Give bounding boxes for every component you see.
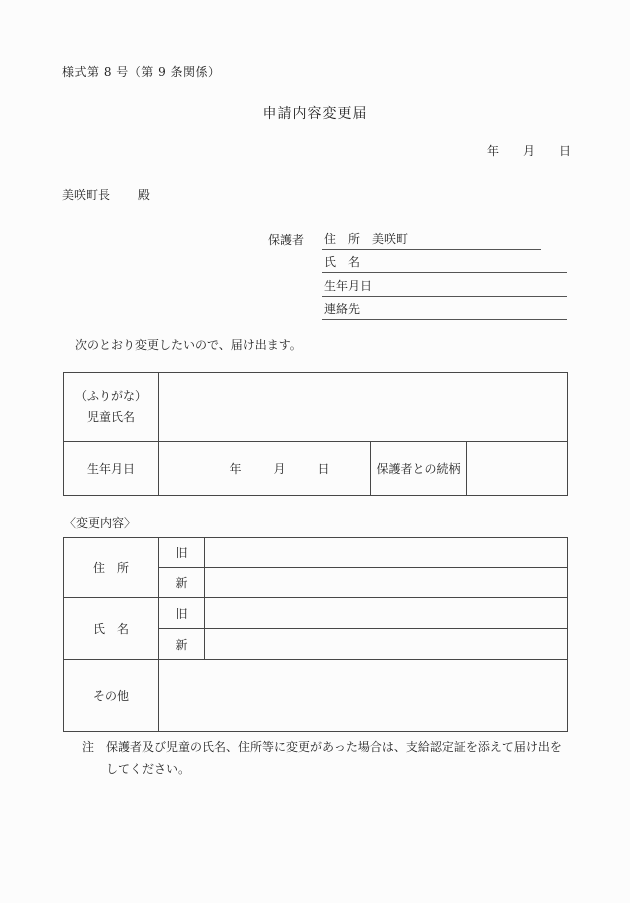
guardian-contact-row [268,297,567,321]
guardian-name-label: 氏 名 [324,255,361,269]
child-info-table [63,372,568,496]
furigana-label: （ふりがな） [74,389,147,403]
addressee-honorific: 殿 [137,188,150,202]
guardian-label-spacer [268,295,322,297]
addressee-name: 美咲町長 [62,188,111,202]
guardian-label-spacer [268,318,322,320]
footer-note [82,736,582,780]
change-address-new-field [205,568,568,598]
guardian-contact-field [322,300,567,320]
guardian-block [268,226,567,320]
birth-day-label: 日 [317,462,330,476]
date-year-label: 年 [487,144,500,158]
date-day-label: 日 [559,144,572,158]
change-other-label: その他 [64,660,159,732]
child-name-label-cell [64,373,159,442]
statement-text: 次のとおり変更したいので、届け出ます。 [75,338,302,352]
guardian-address-row [268,226,567,250]
guardian-address-label: 住 所 [324,231,361,246]
change-address-new-label: 新 [159,568,205,598]
form-number: 様式第 8 号（第 9 条関係） [62,65,221,79]
note-text [106,736,562,780]
change-name-new-label: 新 [159,629,205,660]
child-birthdate-label: 生年月日 [64,442,159,496]
change-name-label: 氏 名 [64,598,159,660]
form-title: 申請内容変更届 [262,106,368,122]
guardian-birthdate-label: 生年月日 [324,278,373,293]
guardian-label-spacer [268,271,322,273]
guardian-contact-label: 連絡先 [324,302,361,316]
note-line-1: 保護者及び児童の氏名、住所等に変更があった場合は、支給認定証を添えて届け出を [106,740,562,754]
relation-label: 保護者との続柄 [371,442,467,496]
child-name-field [159,373,568,442]
change-other-field [159,660,568,732]
date-month-label: 月 [523,144,536,158]
change-address-label: 住 所 [64,538,159,598]
guardian-address-field [322,230,541,250]
change-address-old-label: 旧 [159,538,205,568]
guardian-name-row [268,250,567,274]
guardian-address-value: 美咲町 [372,231,409,246]
change-name-new-field [205,629,568,660]
change-address-old-field [205,538,568,568]
birth-year-label: 年 [229,462,242,476]
note-marker: 注 [82,740,95,754]
change-name-old-field [205,598,568,629]
change-section-heading: 〈変更内容〉 [64,516,137,530]
guardian-birthdate-field [322,277,567,297]
child-birthdate-field [159,442,371,496]
birth-month-label: 月 [273,462,286,476]
note-line-2: してください。 [106,762,191,776]
guardian-label: 保護者 [268,232,305,247]
relation-field [467,442,568,496]
guardian-name-field [322,253,567,273]
change-details-table [63,537,568,732]
addressee-line [62,186,150,203]
date-line [487,142,571,159]
child-name-label: 児童氏名 [86,410,135,424]
change-name-old-label: 旧 [159,598,205,629]
guardian-birthdate-row [268,273,567,297]
